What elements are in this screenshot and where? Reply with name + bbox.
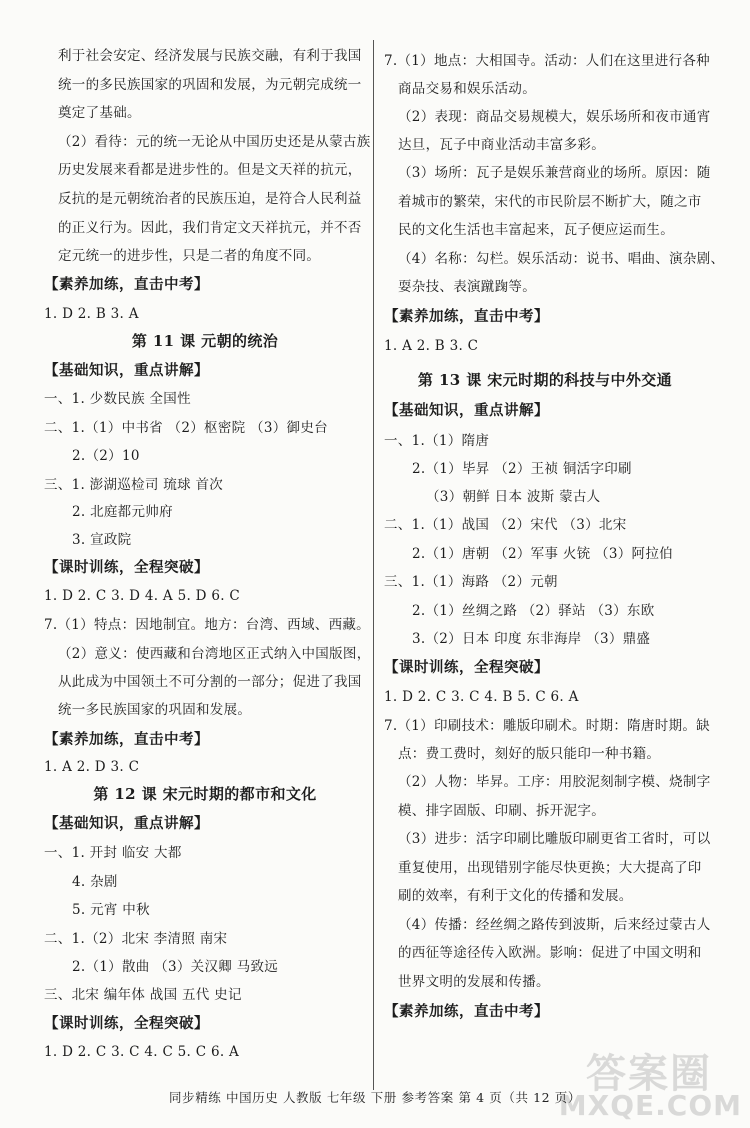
text-line: 达旦，瓦子中商业活动丰富多彩。 [398,137,605,153]
answer-line: 4. 杂剧 [72,874,118,890]
text-line: 的正义行为。因此，我们肯定文天祥抗元，并不否 [58,220,362,236]
text-line: 奠定了基础。 [58,105,141,121]
text-line: 定元统一的进步性，只是二者的角度不同。 [58,248,321,264]
answer-line: 5. 元宵 中秋 [72,902,150,918]
answer-line: 三、北宋 编年体 战国 五代 史记 [44,987,242,1003]
answer-line: 2.（1）丝绸之路 （2）驿站 （3）东欧 [412,603,655,619]
answer-line: 2. 北庭都元帅府 [72,504,173,520]
text-line: （2）人物：毕昇。工序：用胶泥刻制字模、烧制字 [398,774,711,790]
text-line: 着城市的繁荣，宋代的市民阶层不断扩大，随之市 [398,194,702,210]
answer-line: 二、1.（2）北宋 李清照 南宋 [44,931,228,947]
section-heading: 【课时训练，全程突破】 [44,1015,209,1032]
answer-line: 2.（1）散曲 （3）关汉卿 马致远 [72,959,279,975]
section-heading: 【素养加练，直击中考】 [384,1003,549,1020]
answer-line: 三、1.（1）海路 （2）元朝 [384,574,558,590]
answer-line: 2.（1）毕昇 （2）王祯 铜活字印刷 [412,461,632,477]
section-heading: 【课时训练，全程突破】 [44,559,209,576]
answer-line: 一、1.（1）隋唐 [384,433,490,449]
watermark-logo [558,1042,742,1122]
answer-line: 一、1. 少数民族 全国性 [44,391,191,407]
text-line: 点：费工费时，刻好的版只能印一种书籍。 [398,746,661,762]
text-line: （4）传播：经丝绸之路传到波斯，后来经过蒙古人 [398,917,711,933]
text-line: 重复使用，出现错别字能尽快更换；大大提高了印 [398,860,702,876]
column-divider [373,40,374,1090]
text-line: 模、排字固版、印刷、拆开泥字。 [398,803,605,819]
text-line: 利于社会安定、经济发展与民族交融，有利于我国 [58,48,362,64]
section-heading: 【素养加练，直击中考】 [44,731,209,748]
answer-line: 1. D 2. C 3. C 4. C 5. C 6. A [44,1044,240,1060]
text-line: （2）看待：元的统一无论从中国历史还是从蒙古族 [58,134,371,150]
text-line: 历史发展来看都是进步性的。但是文天祥的抗元， [58,162,362,178]
lesson-title: 第 12 课 宋元时期的都市和文化 [93,785,317,803]
watermark-sub: MXQE.COM [558,1089,742,1122]
answer-line: 2.（2）10 [72,448,140,464]
section-heading: 【基础知识，重点讲解】 [44,362,209,379]
section-heading: 【基础知识，重点讲解】 [44,815,209,832]
section-heading: 【素养加练，直击中考】 [44,276,209,293]
text-line: 耍杂技、表演蹴踘等。 [398,279,536,295]
text-line: 反抗的是元朝统治者的民族压迫，是符合人民利益 [58,191,362,207]
answer-line: 一、1. 开封 临安 大都 [44,845,182,861]
answer-line: 3. 宣政院 [72,532,132,548]
text-line: 统一多民族国家的巩固和发展。 [58,702,252,718]
answer-line: 1. D 2. C 3. C 4. B 5. C 6. A [384,689,579,705]
page-footer: 同步精练 中国历史 人教版 七年级 下册 参考答案 第 4 页（共 12 页） [169,1090,581,1105]
text-line: （3）进步：活字印刷比雕版印刷更省工省时，可以 [398,831,711,847]
text-line: （3）场所：瓦子是娱乐兼营商业的场所。原因：随 [398,165,711,181]
answer-line: 3.（2）日本 印度 东非海岸 （3）鼎盛 [412,631,651,647]
answer-line: 1. A 2. D 3. C [44,759,140,775]
answer-line: 1. A 2. B 3. C [384,338,479,354]
text-line: 商品交易和娱乐活动。 [398,81,536,97]
text-line: 民的文化生活也丰富起来，瓦子便应运而生。 [398,222,674,238]
text-line: 的西征等途径传入欧洲。影响：促进了中国文明和 [398,945,702,961]
lesson-title: 第 13 课 宋元时期的科技与中外交通 [417,371,673,389]
section-heading: 【课时训练，全程突破】 [384,659,549,676]
section-heading: 【基础知识，重点讲解】 [384,402,549,419]
answer-line: 7.（1）印刷技术：雕版印刷术。时期：隋唐时期。缺 [384,718,710,734]
answer-line: 二、1.（1）中书省 （2）枢密院 （3）御史台 [44,420,328,436]
answer-line: （3）朝鲜 日本 波斯 蒙古人 [426,489,601,505]
lesson-title: 第 11 课 元朝的统治 [131,332,279,350]
text-line: （4）名称：勾栏。娱乐活动：说书、唱曲、演杂剧、 [398,251,725,267]
text-line: 世界文明的发展和传播。 [398,974,550,990]
answer-line: 1. D 2. C 3. D 4. A 5. D 6. C [44,588,241,604]
section-heading: 【素养加练，直击中考】 [384,308,549,325]
text-line: （2）表现：商品交易规模大，娱乐场所和夜市通宵 [398,109,711,125]
answer-line: 7.（1）特点：因地制宜。地方：台湾、西域、西藏。 [44,617,370,633]
text-line: 统一的多民族国家的巩固和发展，为元朝完成统一 [58,77,362,93]
answer-line: 2.（1）唐朝 （2）军事 火铳 （3）阿拉伯 [412,546,673,562]
text-line: 刷的效率，有利于文化的传播和发展。 [398,888,633,904]
answer-line: 1. D 2. B 3. A [44,306,139,322]
text-line: 从此成为中国领土不可分割的一部分；促进了我国 [58,674,362,690]
answer-line: 二、1.（1）战国 （2）宋代 （3）北宋 [384,517,627,533]
answer-line: 7.（1）地点：大相国寺。活动：人们在这里进行各种 [384,53,710,69]
answer-line: 三、1. 澎湖巡检司 琉球 首次 [44,477,224,493]
text-line: （2）意义：使西藏和台湾地区正式纳入中国版图， [58,646,371,662]
watermark-main: 答案圈 [586,1051,712,1097]
